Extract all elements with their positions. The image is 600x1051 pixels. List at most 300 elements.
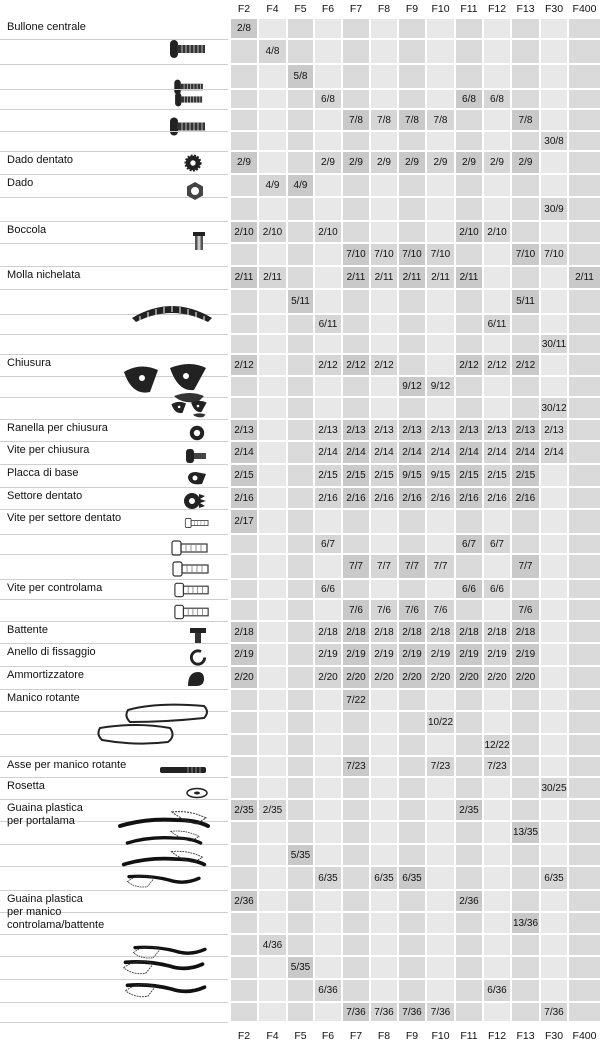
- empty-cell: [313, 690, 341, 712]
- empty-cell: [539, 315, 567, 335]
- empty-cell: [539, 40, 567, 65]
- empty-cell: [425, 222, 454, 244]
- empty-cell: [286, 335, 313, 355]
- empty-cell: [539, 935, 567, 957]
- empty-cell: [567, 580, 600, 600]
- empty-cell: [567, 667, 600, 690]
- empty-cell: [313, 957, 341, 980]
- part-code-cell: 2/20: [510, 667, 539, 690]
- part-code-cell: 12/22: [482, 735, 510, 757]
- empty-cell: [313, 19, 341, 40]
- part-code-cell: 2/35: [257, 800, 286, 822]
- row-label-area: [0, 110, 228, 132]
- part-code-cell: 2/15: [341, 465, 369, 488]
- empty-cell: [567, 420, 600, 442]
- part-name: Anello di fissaggio: [7, 646, 96, 658]
- empty-cell: [510, 800, 539, 822]
- empty-cell: [397, 712, 425, 735]
- part-code-cell: 2/14: [482, 442, 510, 465]
- part-code-cell: 7/6: [397, 600, 425, 622]
- empty-cell: [567, 690, 600, 712]
- part-code-cell: 6/11: [482, 315, 510, 335]
- part-code-cell: 7/7: [341, 555, 369, 580]
- part-code-cell: 2/19: [454, 644, 482, 667]
- empty-cell: [425, 580, 454, 600]
- empty-cell: [539, 355, 567, 377]
- catch-icon: [168, 400, 210, 418]
- part-code-cell: 30/11: [539, 335, 567, 355]
- part-code-cell: 2/9: [369, 152, 397, 175]
- part-code-cell: 2/13: [454, 420, 482, 442]
- empty-cell: [510, 580, 539, 600]
- header-f2: F2: [229, 0, 257, 19]
- empty-cell: [482, 175, 510, 198]
- empty-cell: [313, 244, 341, 267]
- part-code-cell: 2/16: [425, 488, 454, 510]
- part-code-cell: 2/12: [510, 355, 539, 377]
- part-code-cell: 2/13: [313, 420, 341, 442]
- empty-cell: [341, 315, 369, 335]
- empty-cell: [257, 867, 286, 891]
- empty-cell: [341, 957, 369, 980]
- empty-cell: [567, 980, 600, 1003]
- empty-cell: [369, 800, 397, 822]
- empty-cell: [257, 957, 286, 980]
- part-code-cell: 6/36: [313, 980, 341, 1003]
- empty-cell: [567, 800, 600, 822]
- empty-cell: [567, 335, 600, 355]
- empty-cell: [369, 980, 397, 1003]
- footer-f7: F7: [341, 1023, 369, 1051]
- empty-cell: [286, 822, 313, 845]
- table-row: [0, 267, 600, 290]
- empty-cell: [539, 644, 567, 667]
- empty-cell: [567, 644, 600, 667]
- part-code-cell: 2/12: [313, 355, 341, 377]
- empty-cell: [341, 65, 369, 90]
- empty-cell: [286, 267, 313, 290]
- empty-cell: [482, 555, 510, 580]
- toothed-nut-icon: [184, 154, 202, 172]
- empty-cell: [369, 222, 397, 244]
- empty-cell: [229, 580, 257, 600]
- empty-cell: [229, 377, 257, 398]
- row-label-area: [0, 267, 228, 290]
- footer-f8: F8: [369, 1023, 397, 1051]
- part-code-cell: 7/36: [425, 1003, 454, 1023]
- empty-cell: [341, 867, 369, 891]
- part-code-cell: 2/12: [229, 355, 257, 377]
- empty-cell: [539, 90, 567, 110]
- header-f10: F10: [425, 0, 454, 19]
- empty-cell: [425, 315, 454, 335]
- table-row: [0, 757, 600, 778]
- table-row: [0, 442, 600, 465]
- empty-cell: [257, 198, 286, 222]
- empty-cell: [482, 957, 510, 980]
- part-code-cell: 7/36: [369, 1003, 397, 1023]
- empty-cell: [454, 398, 482, 420]
- table-row: [0, 800, 600, 827]
- screw-icon: [173, 603, 211, 621]
- part-code-cell: 2/10: [257, 222, 286, 244]
- empty-cell: [257, 913, 286, 935]
- empty-cell: [286, 735, 313, 757]
- empty-cell: [397, 891, 425, 913]
- empty-cell: [539, 690, 567, 712]
- empty-cell: [425, 935, 454, 957]
- empty-cell: [454, 757, 482, 778]
- empty-cell: [286, 935, 313, 957]
- empty-cell: [229, 712, 257, 735]
- part-code-cell: 2/13: [229, 420, 257, 442]
- empty-cell: [510, 132, 539, 152]
- part-code-cell: 2/20: [313, 667, 341, 690]
- empty-cell: [425, 800, 454, 822]
- empty-cell: [341, 222, 369, 244]
- empty-cell: [425, 90, 454, 110]
- empty-cell: [257, 712, 286, 735]
- part-code-cell: 7/7: [397, 555, 425, 580]
- part-code-cell: 10/22: [425, 712, 454, 735]
- empty-cell: [286, 535, 313, 555]
- table-row: [0, 355, 600, 377]
- empty-cell: [286, 377, 313, 398]
- empty-cell: [341, 535, 369, 555]
- empty-cell: [539, 377, 567, 398]
- header-f6: F6: [313, 0, 341, 19]
- empty-cell: [454, 935, 482, 957]
- table-row: [0, 315, 600, 335]
- empty-cell: [257, 335, 286, 355]
- empty-cell: [454, 315, 482, 335]
- part-code-cell: 2/20: [425, 667, 454, 690]
- empty-cell: [397, 913, 425, 935]
- part-code-cell: 2/11: [341, 267, 369, 290]
- empty-cell: [397, 222, 425, 244]
- part-code-cell: 6/7: [482, 535, 510, 555]
- part-code-cell: 2/11: [397, 267, 425, 290]
- empty-cell: [425, 40, 454, 65]
- empty-cell: [313, 335, 341, 355]
- row-label-area: [0, 132, 228, 152]
- empty-cell: [369, 315, 397, 335]
- empty-cell: [482, 712, 510, 735]
- empty-cell: [454, 957, 482, 980]
- empty-cell: [257, 244, 286, 267]
- empty-cell: [567, 198, 600, 222]
- empty-cell: [286, 600, 313, 622]
- empty-cell: [313, 110, 341, 132]
- row-label-area: [0, 40, 228, 65]
- empty-cell: [539, 110, 567, 132]
- empty-cell: [510, 935, 539, 957]
- empty-cell: [257, 690, 286, 712]
- empty-cell: [567, 891, 600, 913]
- part-code-cell: 9/12: [397, 377, 425, 398]
- empty-cell: [286, 913, 313, 935]
- empty-cell: [286, 40, 313, 65]
- empty-cell: [229, 867, 257, 891]
- table-row: [0, 600, 600, 622]
- part-code-cell: 7/6: [425, 600, 454, 622]
- empty-cell: [229, 198, 257, 222]
- empty-cell: [482, 1003, 510, 1023]
- part-code-cell: 2/14: [369, 442, 397, 465]
- empty-cell: [369, 90, 397, 110]
- part-code-cell: 7/6: [510, 600, 539, 622]
- empty-cell: [286, 465, 313, 488]
- empty-cell: [397, 90, 425, 110]
- empty-cell: [286, 442, 313, 465]
- empty-cell: [257, 110, 286, 132]
- part-code-cell: 2/17: [229, 510, 257, 535]
- part-code-cell: 2/9: [425, 152, 454, 175]
- part-code-cell: 7/8: [510, 110, 539, 132]
- ring-icon: [188, 648, 208, 667]
- empty-cell: [567, 867, 600, 891]
- part-code-cell: 2/20: [397, 667, 425, 690]
- part-code-cell: 2/12: [369, 355, 397, 377]
- table-row: [0, 465, 600, 488]
- empty-cell: [482, 778, 510, 800]
- part-code-cell: 7/10: [425, 244, 454, 267]
- empty-cell: [313, 198, 341, 222]
- empty-cell: [257, 622, 286, 644]
- empty-cell: [369, 935, 397, 957]
- empty-cell: [257, 488, 286, 510]
- empty-cell: [539, 735, 567, 757]
- empty-cell: [229, 315, 257, 335]
- empty-cell: [229, 398, 257, 420]
- empty-cell: [286, 800, 313, 822]
- empty-cell: [567, 465, 600, 488]
- table-row: [0, 488, 600, 510]
- empty-cell: [369, 690, 397, 712]
- part-code-cell: 2/11: [454, 267, 482, 290]
- part-code-cell: 2/9: [313, 152, 341, 175]
- empty-cell: [341, 198, 369, 222]
- part-code-cell: 6/35: [369, 867, 397, 891]
- empty-cell: [539, 622, 567, 644]
- empty-cell: [567, 935, 600, 957]
- part-code-cell: 7/6: [369, 600, 397, 622]
- empty-cell: [313, 398, 341, 420]
- part-name: Manico rotante: [7, 692, 80, 704]
- empty-cell: [369, 712, 397, 735]
- empty-cell: [257, 644, 286, 667]
- rosette-icon: [185, 786, 209, 798]
- empty-cell: [397, 800, 425, 822]
- empty-cell: [286, 580, 313, 600]
- part-code-cell: 2/15: [369, 465, 397, 488]
- empty-cell: [567, 377, 600, 398]
- empty-cell: [454, 132, 482, 152]
- empty-cell: [454, 510, 482, 535]
- empty-cell: [482, 867, 510, 891]
- empty-cell: [257, 132, 286, 152]
- part-code-cell: 2/19: [229, 644, 257, 667]
- part-code-cell: 2/13: [482, 420, 510, 442]
- table-row: [0, 735, 600, 757]
- empty-cell: [425, 510, 454, 535]
- part-code-cell: 2/16: [313, 488, 341, 510]
- empty-cell: [341, 510, 369, 535]
- empty-cell: [397, 580, 425, 600]
- empty-cell: [567, 110, 600, 132]
- empty-cell: [539, 980, 567, 1003]
- toothed-sector-icon: [180, 491, 208, 511]
- empty-cell: [257, 555, 286, 580]
- part-code-cell: 6/7: [454, 535, 482, 555]
- empty-cell: [341, 778, 369, 800]
- empty-cell: [341, 377, 369, 398]
- part-code-cell: 2/10: [229, 222, 257, 244]
- empty-cell: [341, 90, 369, 110]
- part-code-cell: 2/16: [482, 488, 510, 510]
- empty-cell: [229, 957, 257, 980]
- part-code-cell: 2/13: [510, 420, 539, 442]
- shock-absorber-icon: [186, 670, 206, 688]
- empty-cell: [510, 377, 539, 398]
- part-code-cell: 2/16: [229, 488, 257, 510]
- empty-cell: [257, 778, 286, 800]
- empty-cell: [567, 175, 600, 198]
- part-code-cell: 2/35: [229, 800, 257, 822]
- empty-cell: [286, 222, 313, 244]
- column-footer: [0, 1023, 600, 1051]
- empty-cell: [286, 555, 313, 580]
- part-code-cell: 6/6: [454, 580, 482, 600]
- part-name: Asse per manico rotante: [7, 759, 127, 771]
- empty-cell: [229, 90, 257, 110]
- part-code-cell: 2/10: [454, 222, 482, 244]
- empty-cell: [341, 800, 369, 822]
- empty-cell: [229, 65, 257, 90]
- empty-cell: [286, 152, 313, 175]
- table-row: [0, 335, 600, 355]
- empty-cell: [567, 65, 600, 90]
- empty-cell: [539, 222, 567, 244]
- table-row: [0, 622, 600, 644]
- part-code-cell: 5/35: [286, 957, 313, 980]
- part-code-cell: 6/8: [454, 90, 482, 110]
- table-row: [0, 667, 600, 690]
- empty-cell: [229, 244, 257, 267]
- part-code-cell: 7/7: [425, 555, 454, 580]
- empty-cell: [510, 867, 539, 891]
- part-code-cell: 2/9: [229, 152, 257, 175]
- empty-cell: [425, 913, 454, 935]
- empty-cell: [313, 845, 341, 867]
- part-code-cell: 30/8: [539, 132, 567, 152]
- part-code-cell: 30/25: [539, 778, 567, 800]
- part-code-cell: 6/8: [313, 90, 341, 110]
- part-code-cell: 7/10: [510, 244, 539, 267]
- empty-cell: [286, 110, 313, 132]
- empty-cell: [567, 510, 600, 535]
- empty-cell: [369, 290, 397, 315]
- empty-cell: [567, 1003, 600, 1023]
- empty-cell: [482, 377, 510, 398]
- empty-cell: [313, 65, 341, 90]
- part-code-cell: 2/14: [397, 442, 425, 465]
- empty-cell: [454, 845, 482, 867]
- empty-cell: [257, 315, 286, 335]
- part-code-cell: 2/12: [341, 355, 369, 377]
- empty-cell: [454, 778, 482, 800]
- empty-cell: [454, 980, 482, 1003]
- blade-sheath-icon: [116, 828, 212, 848]
- part-code-cell: 2/13: [397, 420, 425, 442]
- empty-cell: [341, 19, 369, 40]
- empty-cell: [313, 600, 341, 622]
- empty-cell: [229, 555, 257, 580]
- empty-cell: [482, 845, 510, 867]
- part-code-cell: 6/35: [539, 867, 567, 891]
- empty-cell: [257, 65, 286, 90]
- part-code-cell: 2/20: [229, 667, 257, 690]
- empty-cell: [369, 65, 397, 90]
- column-header: [0, 0, 600, 19]
- part-code-cell: 2/15: [454, 465, 482, 488]
- empty-cell: [567, 535, 600, 555]
- part-name: Chiusura: [7, 357, 52, 369]
- empty-cell: [313, 712, 341, 735]
- empty-cell: [539, 600, 567, 622]
- table-row: [0, 913, 600, 935]
- empty-cell: [539, 465, 567, 488]
- footer-f12: F12: [482, 1023, 510, 1051]
- empty-cell: [369, 957, 397, 980]
- empty-cell: [313, 40, 341, 65]
- empty-cell: [567, 622, 600, 644]
- part-code-cell: 5/11: [510, 290, 539, 315]
- empty-cell: [510, 335, 539, 355]
- empty-cell: [454, 555, 482, 580]
- empty-cell: [286, 488, 313, 510]
- table-row: [0, 222, 600, 244]
- empty-cell: [229, 535, 257, 555]
- empty-cell: [567, 913, 600, 935]
- handle-sheath-icon: [116, 870, 212, 890]
- table-row: [0, 712, 600, 735]
- empty-cell: [286, 420, 313, 442]
- part-name: Vite per chiusura: [7, 444, 90, 456]
- part-code-cell: 2/18: [482, 622, 510, 644]
- empty-cell: [369, 535, 397, 555]
- empty-cell: [482, 290, 510, 315]
- part-code-cell: 2/14: [539, 442, 567, 465]
- empty-cell: [567, 290, 600, 315]
- empty-cell: [425, 290, 454, 315]
- empty-cell: [454, 600, 482, 622]
- part-code-cell: 6/7: [313, 535, 341, 555]
- empty-cell: [397, 980, 425, 1003]
- empty-cell: [313, 267, 341, 290]
- empty-cell: [425, 398, 454, 420]
- part-code-cell: 2/15: [229, 465, 257, 488]
- empty-cell: [567, 132, 600, 152]
- empty-cell: [313, 1003, 341, 1023]
- empty-cell: [229, 690, 257, 712]
- part-code-cell: 2/11: [229, 267, 257, 290]
- empty-cell: [425, 980, 454, 1003]
- blade-sheath-icon: [116, 848, 212, 870]
- part-code-cell: 7/10: [341, 244, 369, 267]
- empty-cell: [539, 891, 567, 913]
- empty-cell: [454, 290, 482, 315]
